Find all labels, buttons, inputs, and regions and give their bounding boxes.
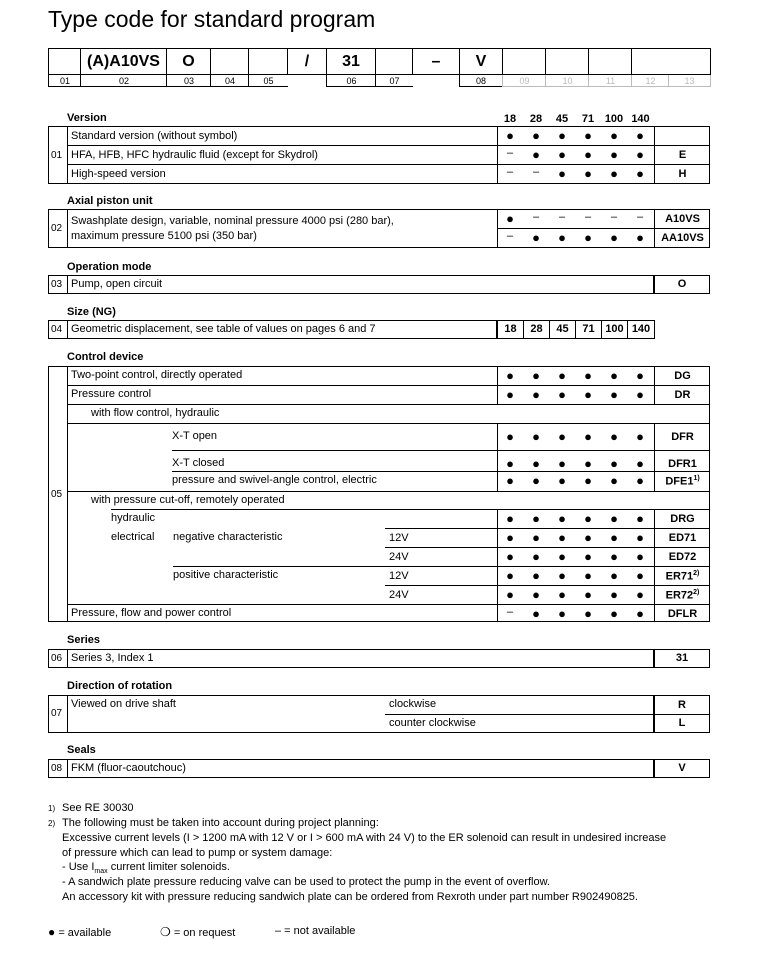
availability-mark: ● xyxy=(558,511,566,526)
availability-mark: ● xyxy=(558,606,566,621)
option-code: R xyxy=(654,695,710,715)
type-code-number: 11 xyxy=(588,75,632,87)
section-number: 02 xyxy=(51,223,63,234)
option-code: DR xyxy=(674,389,691,401)
type-code-number: 07 xyxy=(375,75,413,87)
row-label: X-T open xyxy=(172,430,218,442)
row-label: High-speed version xyxy=(71,168,166,180)
availability-mark: ● xyxy=(506,368,514,383)
availability-mark: ● xyxy=(506,211,514,226)
row-label: HFA, HFB, HFC hydraulic fluid (except for Skydrol) xyxy=(71,149,318,161)
option-code: DFLR xyxy=(667,608,698,620)
availability-mark: ● xyxy=(636,549,644,564)
type-code-cell xyxy=(210,48,249,75)
option-code: V xyxy=(654,759,710,778)
availability-mark: ● xyxy=(584,387,592,402)
size-header-label: 140 xyxy=(631,113,650,125)
type-code-cell xyxy=(248,48,288,75)
option-code: ER71$^{2)}$ xyxy=(665,570,700,583)
voltage-label: 12V xyxy=(389,532,409,544)
option-code: DFE1$^{1)}$ xyxy=(665,475,700,488)
grid-line xyxy=(385,528,710,529)
row-label: Pump, open circuit xyxy=(71,278,163,290)
availability-mark: – xyxy=(584,211,592,223)
row-label: hydraulic xyxy=(111,512,156,524)
availability-mark: ● xyxy=(506,568,514,583)
availability-mark: ● xyxy=(610,147,618,162)
type-code-cell: 31 xyxy=(326,48,376,75)
availability-mark: ● xyxy=(584,166,592,181)
availability-mark: ● xyxy=(610,387,618,402)
legend-not-available: – = not available xyxy=(275,925,356,937)
availability-mark: ● xyxy=(532,230,540,245)
row-label: maximum pressure 5100 psi (350 bar) xyxy=(71,230,257,242)
footnote-ref: 2) xyxy=(693,589,700,596)
row-label: counter clockwise xyxy=(389,717,476,729)
section-control-heading: Control device xyxy=(67,351,144,363)
size-value: 45 xyxy=(549,320,576,339)
voltage-label: 12V xyxy=(389,570,409,582)
availability-mark: – xyxy=(506,230,514,242)
grid-line xyxy=(654,423,655,491)
grid-line xyxy=(654,366,655,404)
availability-mark: ● xyxy=(636,147,644,162)
availability-mark: ● xyxy=(558,456,566,471)
type-code-cell xyxy=(48,48,81,75)
section-number: 06 xyxy=(51,653,63,664)
section-number: 03 xyxy=(51,279,63,290)
row-label: with pressure cut-off, remotely operated xyxy=(91,494,285,506)
type-code-cell xyxy=(588,48,632,75)
size-value: 28 xyxy=(523,320,550,339)
availability-mark: ● xyxy=(610,368,618,383)
option-code: H xyxy=(678,168,687,180)
type-code-cell: (A)A10VS xyxy=(80,48,167,75)
type-code-cell xyxy=(375,48,413,75)
legend-on-request: ❍ = on request xyxy=(160,925,236,939)
section-number: 05 xyxy=(51,489,63,500)
option-code: A10VS xyxy=(665,213,700,225)
availability-mark: ● xyxy=(584,568,592,583)
row-label: Standard version (without symbol) xyxy=(71,130,238,142)
footnote: of pressure which can lead to pump or system damage: xyxy=(62,847,333,859)
availability-mark: ● xyxy=(610,568,618,583)
availability-mark: ● xyxy=(532,606,540,621)
type-code-number: 06 xyxy=(326,75,376,87)
availability-mark: ● xyxy=(610,606,618,621)
row-label: Pressure control xyxy=(71,388,152,400)
availability-mark: – xyxy=(506,147,514,159)
option-code: O xyxy=(654,275,710,294)
availability-mark: ● xyxy=(610,166,618,181)
availability-mark: ● xyxy=(558,568,566,583)
option-code: 31 xyxy=(654,649,710,668)
size-header-label: 28 xyxy=(529,113,543,125)
row-label: negative characteristic xyxy=(173,531,283,543)
section-number: 08 xyxy=(51,763,63,774)
type-code-number: 04 xyxy=(210,75,249,87)
type-code-cell: V xyxy=(459,48,503,75)
availability-mark: ● xyxy=(636,606,644,621)
type-code-number: 01 xyxy=(48,75,81,87)
size-value: 71 xyxy=(575,320,602,339)
availability-mark: ● xyxy=(636,230,644,245)
grid-line xyxy=(172,471,710,472)
footnote: See RE 30030 xyxy=(62,802,134,814)
type-code-cell xyxy=(502,48,546,75)
availability-mark: ● xyxy=(506,549,514,564)
footnote-ref: 1) xyxy=(693,475,700,482)
availability-mark: ● xyxy=(636,368,644,383)
availability-mark: ● xyxy=(558,128,566,143)
size-header-label: 71 xyxy=(581,113,595,125)
availability-mark: ● xyxy=(558,473,566,488)
availability-mark: ● xyxy=(558,147,566,162)
footnote: The following must be taken into account during project planning: xyxy=(62,817,379,829)
size-value: 140 xyxy=(627,320,655,339)
size-header-label: 45 xyxy=(555,113,569,125)
type-code-number: 12 xyxy=(631,75,669,87)
section-series-heading: Series xyxy=(67,634,101,646)
availability-mark: ● xyxy=(558,429,566,444)
availability-mark: ● xyxy=(584,587,592,602)
availability-mark: ● xyxy=(610,587,618,602)
availability-mark: ● xyxy=(532,473,540,488)
availability-mark: ● xyxy=(532,530,540,545)
grid-line xyxy=(67,423,710,424)
grid-line xyxy=(654,509,655,622)
row-label: X-T closed xyxy=(172,457,225,469)
availability-mark: ● xyxy=(584,549,592,564)
row-label: clockwise xyxy=(389,698,437,710)
type-code-cell: – xyxy=(412,48,460,75)
availability-mark: ● xyxy=(636,387,644,402)
availability-mark: ● xyxy=(558,587,566,602)
availability-mark: ● xyxy=(558,166,566,181)
row-label: FKM (fluor-caoutchouc) xyxy=(71,762,186,774)
availability-mark: ● xyxy=(636,456,644,471)
option-code: DFR1 xyxy=(668,458,697,470)
availability-mark: ● xyxy=(506,429,514,444)
availability-mark: ● xyxy=(636,429,644,444)
availability-mark: ● xyxy=(584,473,592,488)
row-label: Pressure, flow and power control xyxy=(71,607,232,619)
availability-mark: ● xyxy=(610,530,618,545)
size-value: 18 xyxy=(497,320,524,339)
footnote: - A sandwich plate pressure reducing valve can be used to protect the pump in the event of overflow. xyxy=(62,876,550,888)
availability-mark: ● xyxy=(532,587,540,602)
availability-mark: ● xyxy=(558,549,566,564)
availability-mark: ● xyxy=(610,511,618,526)
footnote: An accessory kit with pressure reducing sandwich plate can be ordered from Rexroth under part number R902490825. xyxy=(62,891,638,903)
availability-mark: ● xyxy=(636,530,644,545)
grid-line xyxy=(172,450,710,451)
size-header-label: 18 xyxy=(503,113,517,125)
footnote: Excessive current levels (I > 1200 mA with 12 V or I > 600 mA with 24 V) to the ER solenoid can result in undesired increase xyxy=(62,832,667,844)
type-code-cell xyxy=(631,48,711,75)
availability-mark: – xyxy=(506,166,514,178)
row-label: pressure and swivel-angle control, electric xyxy=(172,474,377,486)
availability-mark: ● xyxy=(584,230,592,245)
availability-mark: ● xyxy=(584,456,592,471)
availability-mark: ● xyxy=(636,587,644,602)
option-code: ED72 xyxy=(668,551,697,563)
type-code-number: 10 xyxy=(545,75,589,87)
availability-mark: ● xyxy=(610,549,618,564)
row-label: Series 3, Index 1 xyxy=(71,652,154,664)
availability-mark: ● xyxy=(532,429,540,444)
row-label: Geometric displacement, see table of values on pages 6 and 7 xyxy=(71,323,376,335)
availability-mark: ● xyxy=(636,128,644,143)
availability-mark: ● xyxy=(584,511,592,526)
option-code: DFR xyxy=(671,431,694,443)
section-version-heading: Version xyxy=(67,112,107,124)
section-seals-heading: Seals xyxy=(67,744,96,756)
availability-mark: ● xyxy=(532,147,540,162)
availability-mark: ● xyxy=(532,456,540,471)
size-value: 100 xyxy=(601,320,628,339)
option-code: ER72$^{2)}$ xyxy=(665,589,700,602)
availability-mark: ● xyxy=(532,387,540,402)
availability-mark: ● xyxy=(506,128,514,143)
option-code: L xyxy=(654,714,710,733)
availability-mark: ● xyxy=(584,128,592,143)
row-label: Two-point control, directly operated xyxy=(71,369,243,381)
availability-mark: ● xyxy=(558,368,566,383)
voltage-label: 24V xyxy=(389,551,409,563)
availability-mark: ● xyxy=(610,128,618,143)
availability-mark: ● xyxy=(506,456,514,471)
availability-mark: ● xyxy=(506,511,514,526)
type-code-number: 08 xyxy=(459,75,503,87)
type-code-number: 09 xyxy=(502,75,546,87)
grid-line xyxy=(67,604,710,605)
availability-mark: ● xyxy=(584,368,592,383)
availability-mark: ● xyxy=(584,429,592,444)
section-operation-heading: Operation mode xyxy=(67,261,152,273)
section-size-heading: Size (NG) xyxy=(67,306,116,318)
availability-mark: ● xyxy=(532,568,540,583)
row-label: electrical xyxy=(111,531,155,543)
availability-mark: ● xyxy=(506,530,514,545)
footnote: - Use $I_{max}$ current limiter solenoids. xyxy=(62,861,230,876)
availability-mark: ● xyxy=(558,230,566,245)
type-code-cell: O xyxy=(166,48,211,75)
section-axial-heading: Axial piston unit xyxy=(67,195,153,207)
type-code-number: 02 xyxy=(80,75,167,87)
footnote-number: 2) xyxy=(48,819,56,828)
availability-mark: ● xyxy=(610,429,618,444)
section-number: 07 xyxy=(51,708,63,719)
availability-mark: – xyxy=(532,211,540,223)
grid-line xyxy=(385,547,710,548)
row-label: with flow control, hydraulic xyxy=(91,407,220,419)
grid-line xyxy=(111,509,710,510)
grid-line xyxy=(67,491,710,492)
grid-line xyxy=(385,585,710,586)
availability-mark: ● xyxy=(584,147,592,162)
availability-mark: – xyxy=(506,606,514,618)
availability-mark: ● xyxy=(584,530,592,545)
footnote-number: 1) xyxy=(48,804,56,813)
section-number: 01 xyxy=(51,150,63,161)
row-label: positive characteristic xyxy=(173,569,279,581)
availability-mark: ● xyxy=(558,530,566,545)
availability-mark: ● xyxy=(636,473,644,488)
availability-mark: – xyxy=(636,211,644,223)
legend-available: ● = available xyxy=(48,925,112,939)
availability-mark: ● xyxy=(506,387,514,402)
availability-mark: ● xyxy=(610,230,618,245)
availability-mark: ● xyxy=(610,473,618,488)
availability-mark: ● xyxy=(532,549,540,564)
row-label: Viewed on drive shaft xyxy=(71,698,176,710)
availability-mark: – xyxy=(558,211,566,223)
availability-mark: ● xyxy=(532,368,540,383)
page-title: Type code for standard program xyxy=(48,6,376,32)
availability-mark: ● xyxy=(532,128,540,143)
availability-mark: ● xyxy=(532,511,540,526)
grid-line xyxy=(67,404,710,405)
type-code-number: 05 xyxy=(248,75,288,87)
availability-mark: ● xyxy=(558,387,566,402)
grid-line xyxy=(173,566,710,567)
availability-mark: ● xyxy=(584,606,592,621)
availability-mark: ● xyxy=(506,473,514,488)
voltage-label: 24V xyxy=(389,589,409,601)
size-header-label: 100 xyxy=(604,113,624,125)
type-code-cell xyxy=(545,48,589,75)
availability-mark: ● xyxy=(610,456,618,471)
availability-mark: ● xyxy=(636,568,644,583)
option-code: AA10VS xyxy=(661,232,704,244)
grid-line xyxy=(497,366,498,404)
section-number: 04 xyxy=(51,324,63,335)
option-code: DRG xyxy=(670,513,695,525)
type-code-number: 03 xyxy=(166,75,211,87)
footnote-ref: 2) xyxy=(693,570,700,577)
type-code-number: 13 xyxy=(668,75,711,87)
option-code: ED71 xyxy=(668,532,697,544)
availability-mark: – xyxy=(610,211,618,223)
grid-line xyxy=(67,385,710,386)
section-rotation-heading: Direction of rotation xyxy=(67,680,173,692)
availability-mark: ● xyxy=(636,166,644,181)
grid-line xyxy=(497,423,498,491)
availability-mark: ● xyxy=(636,511,644,526)
option-code: E xyxy=(678,149,687,161)
grid-line xyxy=(497,509,498,622)
availability-mark: ● xyxy=(506,587,514,602)
type-code-cell: / xyxy=(287,48,327,75)
availability-mark: – xyxy=(532,166,540,178)
row-label: Swashplate design, variable, nominal pressure 4000 psi (280 bar), xyxy=(71,215,394,227)
option-code: DG xyxy=(674,370,691,382)
